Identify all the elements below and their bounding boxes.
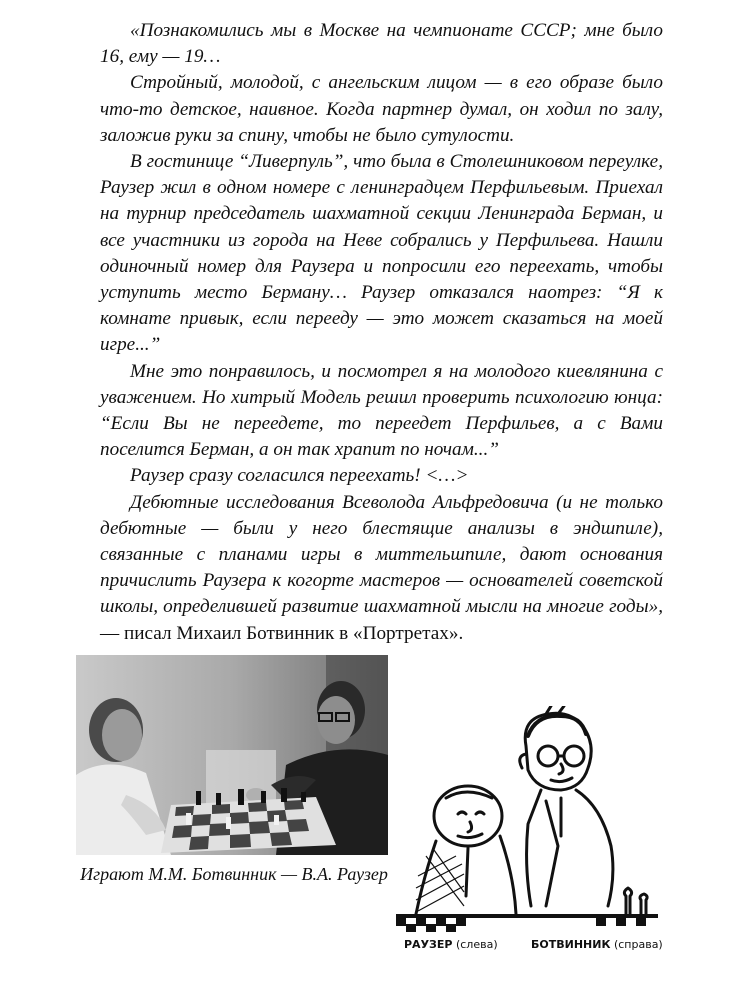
body-text (100, 18, 663, 647)
paragraph: Дебютные исследования Всеволода Альфредовича (и не только дебютные — были у него блестящие анализы в эндшпиле), связанные с планами игры в миттельшпиле, дают основания причислить Раузера к когорте мастеров — основателей советской школы, определившей развитие шахматной мысли на многие годы»,— писал Михаил Ботвинник в «Портретах». (100, 491, 663, 644)
paragraph: Раузер сразу согласился переехать! <…> (130, 465, 469, 487)
paragraph: В гостинице “Ливерпуль”, что была в Столешниковом переулке, Раузер жил в одном номере с ленинградцем Перфильевым. Приехал на турнир председатель шахматной секции Ленинграда Берман, и все участники из города на Неве собрались у Перфильева. Нашли одиночный номер для Раузера и попросили его переехать, чтобы уступить место Берману… Раузер отказался наотрез: “Я к комнате привык, если перееду — это может сказаться на моей игре...” (100, 151, 663, 356)
caricature-image (396, 706, 658, 932)
caricature-caption-right: БОТВИННИК (справа) (531, 938, 663, 951)
photo-image (76, 655, 388, 855)
caricature-caption-left: РАУЗЕР (слева) (404, 938, 498, 951)
paragraph: Мне это понравилось, и посмотрел я на молодого киевлянина с уважением. Но хитрый Модель решил проверить психологию юнца: “Если Вы не переедете, то переедет Перфильев, а с Вами поселится Берман, а он так храпит по ночам...” (100, 360, 663, 461)
paragraph: Стройный, молодой, с ангельским лицом — в его образе было что-то детское, наивное. Когда партнер думал, он ходил по залу, заложив руки за спину, чтобы не было сутулости. (100, 72, 663, 146)
paragraph: «Познакомились мы в Москве на чемпионате СССР; мне было 16, ему — 19… (100, 20, 663, 68)
chess-game-photo (76, 655, 388, 855)
photo-caption: Играют М.М. Ботвинник — В.А. Раузер (80, 864, 388, 884)
caricature-drawing (396, 706, 658, 932)
